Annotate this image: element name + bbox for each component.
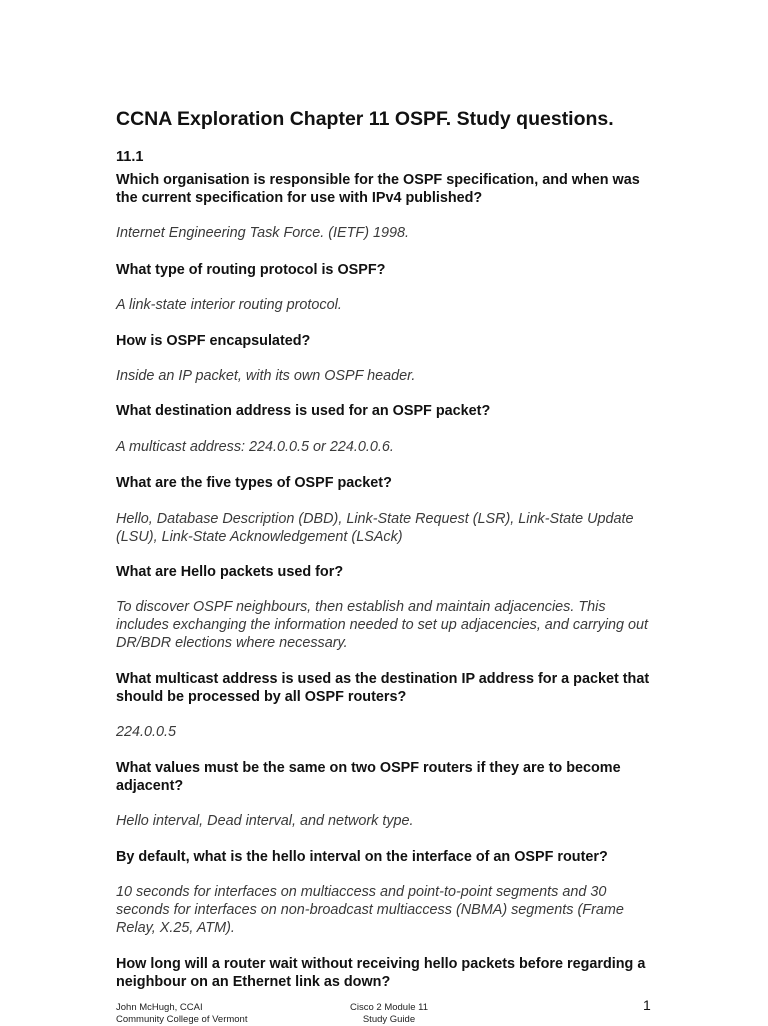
answer: Internet Engineering Task Force. (IETF) 1998. bbox=[116, 225, 410, 241]
footer-author-name: John McHugh, CCAI bbox=[116, 1002, 203, 1013]
qa-item-8 bbox=[116, 759, 656, 830]
qa-item-1 bbox=[116, 171, 656, 242]
footer-author bbox=[116, 1002, 247, 1026]
question: By default, what is the hello interval on the interface of an OSPF router? bbox=[116, 849, 608, 865]
question: How is OSPF encapsulated? bbox=[116, 333, 311, 349]
answer: 10 seconds for interfaces on multiaccess and point-to-point segments and 30 seconds for interfaces on non-broadcast multiaccess (NBMA) segments (Frame Relay, X.25, ATM). bbox=[116, 884, 624, 936]
qa-item-3 bbox=[116, 332, 656, 385]
question: What type of routing protocol is OSPF? bbox=[116, 262, 386, 278]
footer-institution: Community College of Vermont bbox=[116, 1014, 248, 1025]
answer: Hello, Database Description (DBD), Link-State Request (LSR), Link-State Update (LSU), Link-State Acknowledgement (LSAck) bbox=[116, 511, 634, 545]
answer: Hello interval, Dead interval, and network type. bbox=[116, 813, 414, 829]
qa-item-7 bbox=[116, 670, 656, 741]
question: How long will a router wait without receiving hello packets before regarding a neighbour on an Ethernet link as down? bbox=[116, 956, 646, 990]
footer-doc-type: Study Guide bbox=[362, 1014, 416, 1025]
question: Which organisation is responsible for the OSPF specification, and when was the current specification for use with IPv4 published? bbox=[116, 172, 640, 206]
qa-item-10 bbox=[116, 955, 656, 991]
question: What are Hello packets used for? bbox=[116, 564, 344, 580]
answer: Inside an IP packet, with its own OSPF header. bbox=[116, 368, 416, 384]
answer: 224.0.0.5 bbox=[116, 724, 177, 740]
footer-course-name: Cisco 2 Module 11 bbox=[350, 1002, 428, 1013]
answer: To discover OSPF neighbours, then establish and maintain adjacencies. This includes exchanging the information needed to set up adjacencies, and carrying out DR/BDR elections where necessary. bbox=[116, 599, 649, 651]
footer-course bbox=[350, 1002, 428, 1026]
answer: A link-state interior routing protocol. bbox=[116, 297, 342, 313]
qa-item-6 bbox=[116, 563, 656, 652]
question: What destination address is used for an OSPF packet? bbox=[116, 403, 491, 419]
qa-item-9 bbox=[116, 848, 656, 937]
answer: A multicast address: 224.0.0.5 or 224.0.0.6. bbox=[116, 439, 394, 455]
question: What values must be the same on two OSPF routers if they are to become adjacent? bbox=[116, 760, 621, 794]
document-title: CCNA Exploration Chapter 11 OSPF. Study questions. bbox=[116, 108, 614, 130]
section-heading: 11.1 bbox=[116, 149, 144, 165]
qa-item-5 bbox=[116, 474, 656, 546]
page-number: 1 bbox=[643, 997, 651, 1013]
qa-item-2 bbox=[116, 261, 656, 314]
qa-item-4 bbox=[116, 402, 656, 456]
question: What multicast address is used as the destination IP address for a packet that should be processed by all OSPF routers? bbox=[116, 671, 650, 705]
question: What are the five types of OSPF packet? bbox=[116, 475, 392, 491]
